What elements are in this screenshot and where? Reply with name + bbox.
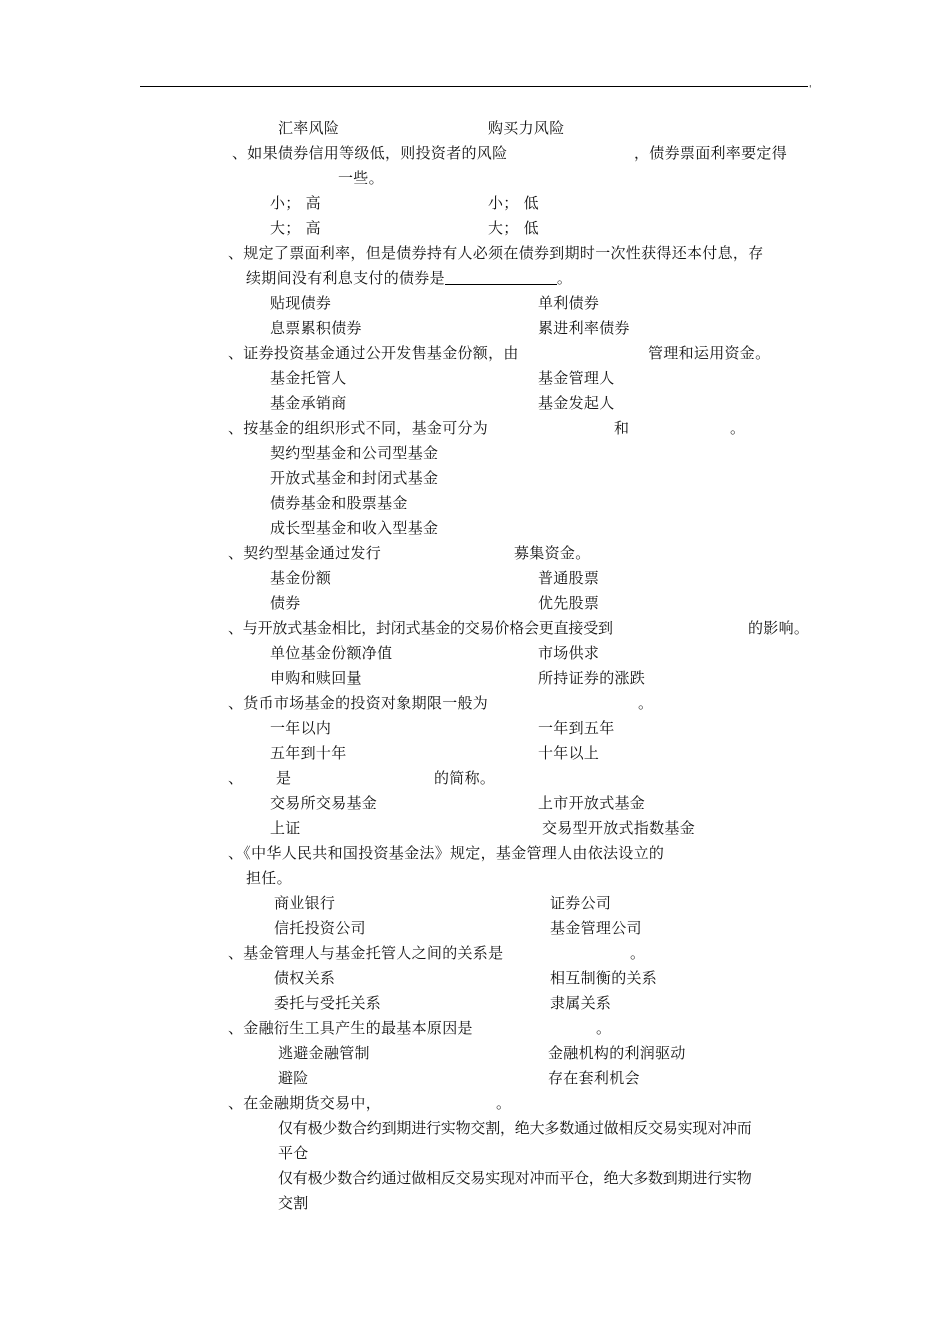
- option-text: 契约型基金和公司型基金: [270, 444, 439, 462]
- option-text: 贴现债券: [270, 294, 332, 312]
- option-text: 大； 低: [488, 219, 539, 237]
- answer-blank: [445, 270, 557, 285]
- option-text: 汇率风险: [278, 119, 340, 137]
- question-text: 、规定了票面利率，但是债券持有人必须在债券到期时一次性获得还本付息，存: [228, 244, 764, 262]
- question-text: 、与开放式基金相比，封闭式基金的交易价格会更直接受到: [228, 619, 613, 637]
- option-text: 债券基金和股票基金: [270, 494, 408, 512]
- header-rule-mark: ': [809, 85, 812, 95]
- option-text: 五年到十年: [270, 744, 347, 762]
- question-text: 。: [630, 944, 646, 962]
- option-text: 商业银行: [274, 894, 336, 912]
- option-text: 优先股票: [538, 594, 600, 612]
- option-text: 一年以内: [270, 719, 332, 737]
- option-text: 委托与受托关系: [274, 994, 382, 1012]
- question-text: 、货币市场基金的投资对象期限一般为: [228, 694, 489, 712]
- option-text: 基金承销商: [270, 394, 347, 412]
- option-text: 基金管理公司: [550, 919, 642, 937]
- question-text: 管理和运用资金。: [648, 344, 771, 362]
- question-text: 、契约型基金通过发行: [228, 544, 382, 562]
- option-text: 交割: [278, 1194, 309, 1212]
- question-text: 、证券投资基金通过公开发售基金份额，由: [228, 344, 519, 362]
- question-text: 和: [614, 419, 630, 437]
- option-text: 信托投资公司: [274, 919, 366, 937]
- option-text: 申购和赎回量: [270, 669, 362, 687]
- option-text: 息票累积债券: [270, 319, 362, 337]
- option-text: 单利债券: [538, 294, 600, 312]
- option-text: 累进利率债券: [538, 319, 630, 337]
- question-text: 。: [596, 1019, 612, 1037]
- question-text: 续期间没有利息支付的债券是 。: [246, 269, 573, 287]
- question-text: 。: [496, 1094, 512, 1112]
- question-text: 。: [730, 419, 746, 437]
- option-text: 交易所交易基金: [270, 794, 378, 812]
- option-text: 债权关系: [274, 969, 336, 987]
- option-text: 平仓: [278, 1144, 309, 1162]
- question-text: 、《中华人民共和国投资基金法》规定，基金管理人由依法设立的: [228, 844, 665, 862]
- question-text: 担任。: [246, 869, 292, 887]
- option-text: 证券公司: [550, 894, 612, 912]
- question-text: 、金融衍生工具产生的最基本原因是: [228, 1019, 473, 1037]
- question-text: 是: [276, 769, 292, 787]
- question-text: 、按基金的组织形式不同，基金可分为: [228, 419, 489, 437]
- header-rule: [140, 86, 808, 87]
- option-text: 基金份额: [270, 569, 332, 587]
- question-text: 、在金融期货交易中，: [228, 1094, 382, 1112]
- option-text: 隶属关系: [550, 994, 612, 1012]
- option-text: 小； 高: [270, 194, 321, 212]
- option-text: 避险: [278, 1069, 309, 1087]
- option-text: 上证: [270, 819, 301, 837]
- option-text: 购买力风险: [488, 119, 565, 137]
- option-text: 小； 低: [488, 194, 539, 212]
- option-text: 基金发起人: [538, 394, 615, 412]
- option-text: 十年以上: [538, 744, 600, 762]
- option-text: 逃避金融管制: [278, 1044, 370, 1062]
- question-text: 、: [228, 769, 244, 787]
- question-text: 。: [638, 694, 654, 712]
- option-text: 单位基金份额净值: [270, 644, 393, 662]
- option-text: 基金托管人: [270, 369, 347, 387]
- option-text: 普通股票: [538, 569, 600, 587]
- option-text: 基金管理人: [538, 369, 615, 387]
- option-text: 仅有极少数合约到期进行实物交割，绝大多数通过做相反交易实现对冲而: [278, 1119, 752, 1137]
- option-text: 大； 高: [270, 219, 321, 237]
- option-text: 金融机构的利润驱动: [548, 1044, 686, 1062]
- option-text: 所持证券的涨跌: [538, 669, 646, 687]
- question-text: 的简称。: [434, 769, 496, 787]
- option-text: 一年到五年: [538, 719, 615, 737]
- option-text: 存在套利机会: [548, 1069, 640, 1087]
- option-text: 市场供求: [538, 644, 600, 662]
- question-text: 、基金管理人与基金托管人之间的关系是: [228, 944, 504, 962]
- question-text: 一些。: [338, 169, 384, 187]
- question-text: 、如果债券信用等级低，则投资者的风险: [232, 144, 508, 162]
- option-text: 相互制衡的关系: [550, 969, 658, 987]
- option-text: 上市开放式基金: [538, 794, 646, 812]
- question-text: 的影响。: [748, 619, 810, 637]
- option-text: 成长型基金和收入型基金: [270, 519, 439, 537]
- option-text: 交易型开放式指数基金: [542, 819, 696, 837]
- option-text: 仅有极少数合约通过做相反交易实现对冲而平仓，绝大多数到期进行实物: [278, 1169, 752, 1187]
- question-text: ，债券票面利率要定得: [634, 144, 788, 162]
- question-text: 募集资金。: [514, 544, 591, 562]
- option-text: 开放式基金和封闭式基金: [270, 469, 439, 487]
- option-text: 债券: [270, 594, 301, 612]
